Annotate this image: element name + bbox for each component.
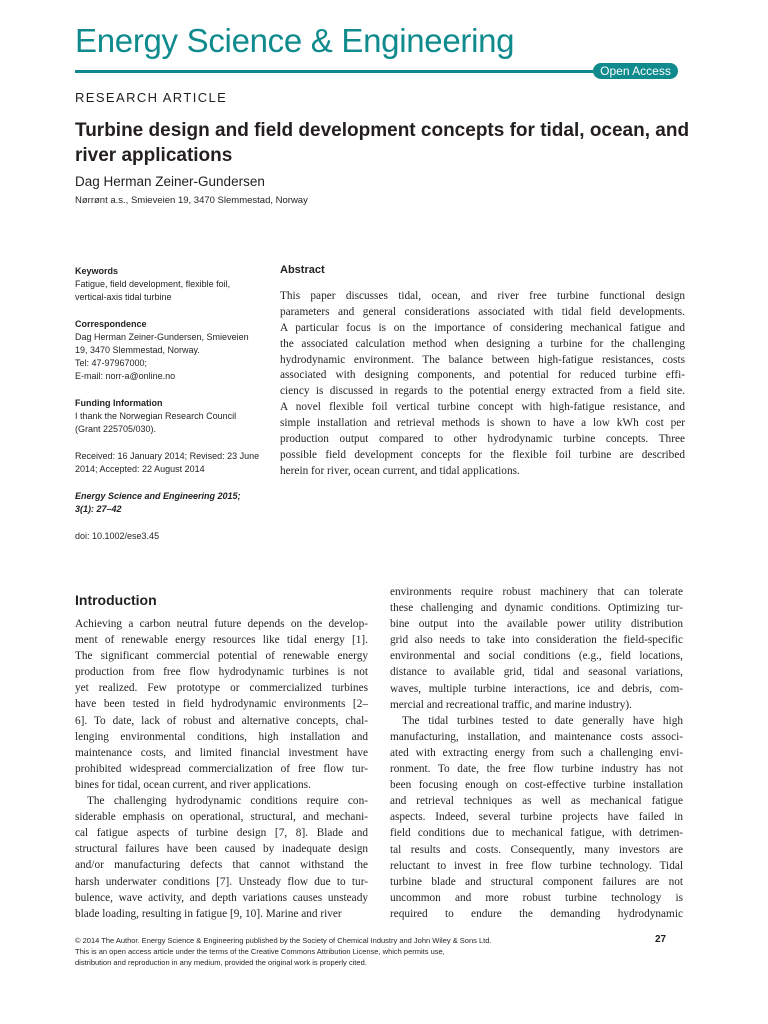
footer-line: This is an open access article under the terms of the Creative Commons Attribution License, which permits use,: [75, 947, 445, 956]
journal-reference-line: 3(1): 27–42: [75, 504, 122, 514]
text-line: aspects. Indeed, several turbine projects have failed in: [390, 811, 683, 824]
dates-line: Received: 16 January 2014; Revised: 23 June: [75, 451, 260, 461]
correspondence-heading: Correspondence: [75, 319, 147, 329]
text-line: simple installation and retrieval methods is shown to have a low kWh cost per: [280, 417, 685, 430]
text-line: bine output into the available power utility distribution: [390, 618, 683, 631]
article-info-sidebar: [75, 265, 270, 543]
text-line: 6]. To date, lack of robust and alternative concepts, chal-: [75, 714, 368, 727]
text-line: bines for tidal, ocean current, and river applications.: [75, 778, 311, 791]
header-rule: [75, 70, 595, 73]
text-line: environmental and social conditions (e.g., field locations,: [390, 650, 683, 663]
text-line: the associated calculation method when designing a turbine for the challenging: [280, 337, 685, 350]
text-line: maintenance costs, and limited financial investment have: [75, 746, 368, 759]
correspondence-line: 19, 3470 Slemmestad, Norway.: [75, 345, 200, 355]
text-line: mercial and recreational traffic, and marine industry).: [390, 698, 632, 711]
copyright-footer: [75, 935, 685, 968]
text-line: hydrodynamic environment. The balance between high-fatigue resistances, costs: [280, 353, 685, 366]
text-line: parameters and general considerations associated with tidal field developments.: [280, 305, 685, 318]
keywords-line: vertical-axis tidal turbine: [75, 292, 172, 302]
correspondence-line: Dag Herman Zeiner-Gundersen, Smieveien: [75, 332, 249, 342]
text-line: siderable emphasis on operational, structural, and mechani-: [75, 811, 368, 824]
text-line: ronment. To date, the free flow turbine industry has not: [390, 763, 683, 776]
body-column-left: [75, 616, 368, 922]
text-line: bulence, wave activity, and depth variations causes unsteady: [75, 891, 368, 904]
text-line: The challenging hydrodynamic conditions require con-: [87, 795, 368, 808]
article-title: Turbine design and field development concepts for tidal, ocean, and river applications: [75, 120, 690, 166]
funding-block: [75, 397, 270, 436]
footer-line: © 2014 The Author. Energy Science & Engineering published by the Society of Chemical Industry and John Wiley & Sons Ltd.: [75, 936, 492, 945]
page-number: 27: [655, 934, 667, 945]
journal-title: Energy Science & Engineering: [75, 22, 515, 59]
text-line: manufacturing, installation, and maintenance costs associ-: [390, 730, 683, 743]
journal-reference-line: Energy Science and Engineering 2015;: [75, 491, 241, 501]
correspondence-line: Tel: 47-97967000;: [75, 358, 148, 368]
text-line: cal fatigue aspects of turbine design [7, 8]. Blade and: [75, 827, 368, 840]
author-name: Dag Herman Zeiner-Gundersen: [75, 174, 265, 189]
text-line: The significant commercial potential of renewable energy: [75, 650, 368, 663]
correspondence-email[interactable]: E-mail: norr-a@online.no: [75, 371, 176, 381]
funding-heading: Funding Information: [75, 398, 163, 408]
text-line: have been tested in field hydrodynamic environments [2–: [75, 698, 368, 711]
text-line: required to endure the demanding hydrodynamic: [390, 907, 683, 920]
text-line: A novel flexible foil vertical turbine concept with high-fatigue resistance, and: [280, 401, 685, 414]
text-line: field conditions due to mechanical fatigue, with detrimen-: [390, 827, 683, 840]
text-line: and retrieval techniques as well as mechanical fatigue: [390, 795, 683, 808]
text-line: harsh underwater conditions [7]. Unsteady flow due to tur-: [75, 875, 368, 888]
text-line: Achieving a carbon neutral future depends on the develop-: [75, 618, 368, 630]
text-line: The tidal turbines tested to date generally have high: [402, 714, 683, 727]
correspondence-block: [75, 318, 270, 383]
text-line: production from free flow hydrodynamic turbines is not: [75, 666, 368, 679]
keywords-heading: Keywords: [75, 266, 119, 276]
journal-reference: [75, 490, 270, 516]
text-line: structural failures have been caused by inadequate design: [75, 843, 368, 856]
dates-line: 2014; Accepted: 22 August 2014: [75, 464, 205, 474]
text-line: and/or manufacturing defects that cannot withstand the: [75, 859, 368, 872]
funding-line: (Grant 225705/030).: [75, 424, 157, 434]
article-type: RESEARCH ARTICLE: [75, 90, 228, 105]
text-line: herein for river, ocean current, and tidal applications.: [280, 464, 520, 477]
funding-line: I thank the Norwegian Research Council: [75, 411, 237, 421]
text-line: production output compared to other hydrodynamic turbine concepts. Three: [280, 433, 685, 446]
body-column-right: [390, 584, 683, 922]
text-line: uncommon and more robust turbine technology is: [390, 891, 683, 904]
keywords-line: Fatigue, field development, flexible foil,: [75, 279, 231, 289]
open-access-badge: Open Access: [593, 63, 678, 79]
text-line: blade loading, resulting in fatigue [9, 10]. Marine and river: [75, 907, 342, 920]
author-affiliation: Nørrønt a.s., Smieveien 19, 3470 Slemmestad, Norway: [75, 195, 308, 206]
text-line: reluctant to invest in free flow turbine technology. Tidal: [390, 859, 683, 872]
footer-line: distribution and reproduction in any medium, provided the original work is properly cited.: [75, 958, 367, 967]
text-line: ment of renewable energy resources like tidal energy [1].: [75, 634, 368, 647]
doi[interactable]: doi: 10.1002/ese3.45: [75, 531, 160, 541]
text-line: distance to available grid, tidal and seasonal variations,: [390, 666, 683, 679]
text-line: This paper discusses tidal, ocean, and river free turbine functional design: [280, 290, 685, 302]
text-line: these challenging and dynamic conditions. Optimizing tur-: [390, 602, 683, 615]
text-line: yet realized. Few prototype or commercialized turbines: [75, 682, 368, 695]
abstract-heading: Abstract: [280, 264, 325, 276]
introduction-heading: Introduction: [75, 592, 157, 608]
text-line: waves, multiple turbine interactions, ice and debris, com-: [390, 682, 683, 695]
text-line: possible field development concepts for the flexible foil turbine are described: [280, 448, 685, 461]
text-line: A particular focus is on the importance of considering mechanical fatigue and: [280, 321, 685, 334]
abstract-body: [280, 289, 685, 480]
text-line: associated with designing components, and potential for reduced turbine effi-: [280, 369, 685, 382]
dates-block: [75, 450, 270, 476]
text-line: lenging environmental conditions, high installation and: [75, 730, 368, 743]
text-line: environments require robust machinery that can tolerate: [390, 586, 683, 598]
text-line: tal results and costs. Consequently, many investors are: [390, 843, 683, 856]
text-line: ciency is discussed in regards to the potential energy extracted from a field site.: [280, 385, 685, 398]
text-line: prohibited widespread commercialization of free flow tur-: [75, 762, 368, 775]
text-line: been focusing enough on cost-effective turbine installation: [390, 779, 683, 792]
text-line: turbine blade and structural component failures are not: [390, 875, 683, 888]
text-line: ated with extracting energy from such a challenging envi-: [390, 746, 683, 759]
text-line: grid also needs to take into consideration the field-specific: [390, 634, 683, 647]
keywords-block: [75, 265, 270, 304]
